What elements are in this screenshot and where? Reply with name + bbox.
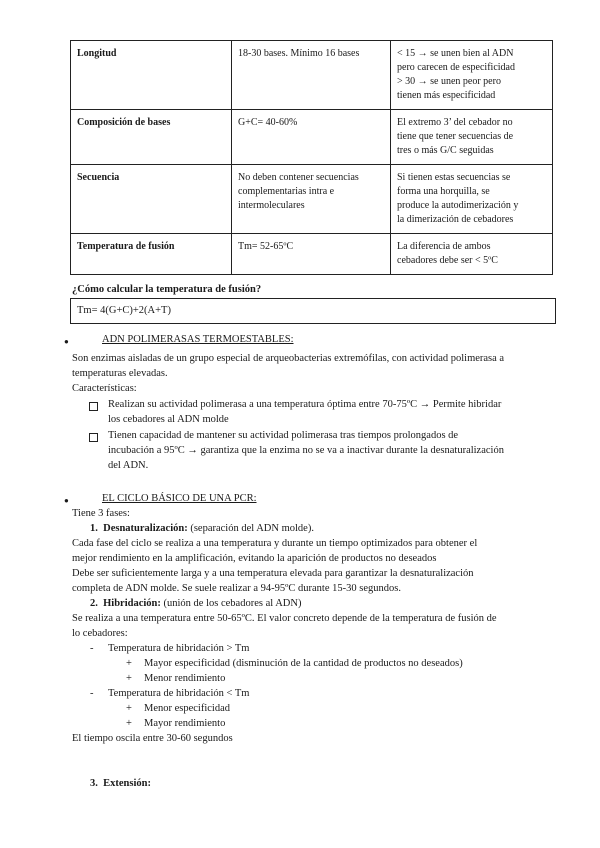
plus-marker: + [126, 703, 132, 714]
plus-marker: + [126, 658, 132, 669]
note-line: El extremo 3’ del cebador no [397, 117, 513, 128]
paragraph-line: lo cebadores: [72, 628, 128, 639]
table-cell-label: Composición de bases [71, 110, 232, 165]
section-title: ADN POLIMERASAS TERMOESTABLES: [102, 334, 294, 345]
checkbox-icon [89, 433, 98, 442]
plus-marker: + [126, 718, 132, 729]
list-item-line: los cebadores al ADN molde [108, 414, 229, 425]
table-row [71, 165, 553, 234]
table-cell-label: Secuencia [71, 165, 232, 234]
phase-heading [90, 596, 301, 611]
dash-marker: - [90, 688, 94, 699]
phase-heading [90, 776, 151, 791]
note-line: tiene que tener secuencias de [397, 131, 514, 142]
formula-box: Tm= 4(G+C)+2(A+T) [70, 298, 556, 324]
sub-item: Menor especificidad [144, 703, 231, 714]
list-item-line: Realizan su actividad polimerasa a una temperatura óptima entre 70-75ºC → Permite hibridar [108, 399, 502, 410]
note-line: Si tienen estas secuencias se [397, 172, 511, 183]
question-heading: ¿Cómo calcular la temperatura de fusión? [72, 284, 262, 295]
phase-subtitle: (unión de los cebadores al ADN) [160, 598, 302, 609]
table-row [71, 41, 553, 110]
note-line: < 15 → se unen bien al ADN [397, 48, 514, 59]
features-label: Características: [72, 383, 137, 394]
list-item-line: incubación a 95ºC → garantiza que la enzima no se va a inactivar durante la desnaturalización [108, 445, 504, 456]
dash-item: Temperatura de hibridación > Tm [108, 643, 250, 654]
table-cell-value: 18-30 bases. Mínimo 16 bases [232, 41, 391, 110]
table-row [71, 234, 553, 275]
dash-item: Temperatura de hibridación < Tm [108, 688, 250, 699]
phase-number: 1. [90, 523, 98, 534]
paragraph-line: Son enzimas aisladas de un grupo especial de arqueobacterias extremófilas, con actividad polimerasa a [72, 353, 505, 364]
plus-marker: + [126, 673, 132, 684]
bullet-icon: ● [64, 496, 69, 505]
note-line: La diferencia de ambos [397, 241, 491, 252]
section-title: EL CICLO BÁSICO DE UNA PCR: [102, 493, 257, 504]
primer-properties-table [70, 40, 553, 275]
paragraph-line: completa de ADN molde. Se suele realizar a 94-95ºC durante 15-30 segundos. [72, 583, 401, 594]
phases-label: Tiene 3 fases: [72, 508, 130, 519]
phase-title: Desnaturalización: [103, 523, 188, 534]
value-line: complementarias intra e [238, 186, 335, 197]
table-cell-value: Tm= 52-65ºC [232, 234, 391, 275]
table-row [71, 110, 553, 165]
list-item-line: del ADN. [108, 460, 149, 471]
table-cell-label: Longitud [71, 41, 232, 110]
phase-title: Extensión: [103, 778, 151, 789]
table-cell-note [391, 165, 553, 234]
note-line: produce la autodimerización y [397, 200, 519, 211]
table-cell-value: G+C= 40-60% [232, 110, 391, 165]
phase-subtitle: (separación del ADN molde). [187, 523, 314, 534]
paragraph-line: Debe ser suficientemente larga y a una temperatura elevada para garantizar la desnaturalización [72, 568, 474, 579]
value-line: No deben contener secuencias [238, 172, 359, 183]
table-cell-value [232, 165, 391, 234]
dash-marker: - [90, 643, 94, 654]
phase-title: Hibridación: [103, 598, 161, 609]
table-cell-note [391, 110, 553, 165]
table-cell-note [391, 41, 553, 110]
phase-heading [90, 521, 314, 536]
paragraph-line: Cada fase del ciclo se realiza a una temperatura y durante un tiempo optimizados para obtener el [72, 538, 478, 549]
sub-item: Mayor rendimiento [144, 718, 226, 729]
note-line: forma una horquilla, se [397, 186, 490, 197]
sub-item: Menor rendimiento [144, 673, 226, 684]
note-line: tienen más especificidad [397, 90, 496, 101]
bullet-icon: ● [64, 337, 69, 346]
paragraph-line: temperaturas elevadas. [72, 368, 168, 379]
sub-item: Mayor especificidad (disminución de la cantidad de productos no deseados) [144, 658, 463, 669]
note-line: cebadores debe ser < 5ºC [397, 255, 498, 266]
paragraph-line: mejor rendimiento en la amplificación, evitando la aparición de productos no deseados [72, 553, 437, 564]
list-item-line: Tienen capacidad de mantener su actividad polimerasa tras tiempos prolongados de [108, 430, 459, 441]
checkbox-icon [89, 402, 98, 411]
phase-number: 2. [90, 598, 98, 609]
table-cell-note [391, 234, 553, 275]
phase-number: 3. [90, 778, 98, 789]
note-line: tres o más G/C seguidas [397, 145, 494, 156]
note-line: pero carecen de especificidad [397, 62, 515, 73]
paragraph-line: Se realiza a una temperatura entre 50-65ºC. El valor concreto depende de la temperatura de fusión de [72, 613, 497, 624]
note-line: > 30 → se unen peor pero [397, 76, 501, 87]
paragraph-line: El tiempo oscila entre 30-60 segundos [72, 733, 233, 744]
table-cell-label: Temperatura de fusión [71, 234, 232, 275]
note-line: la dimerización de cebadores [397, 214, 514, 225]
value-line: intermoleculares [238, 200, 305, 211]
